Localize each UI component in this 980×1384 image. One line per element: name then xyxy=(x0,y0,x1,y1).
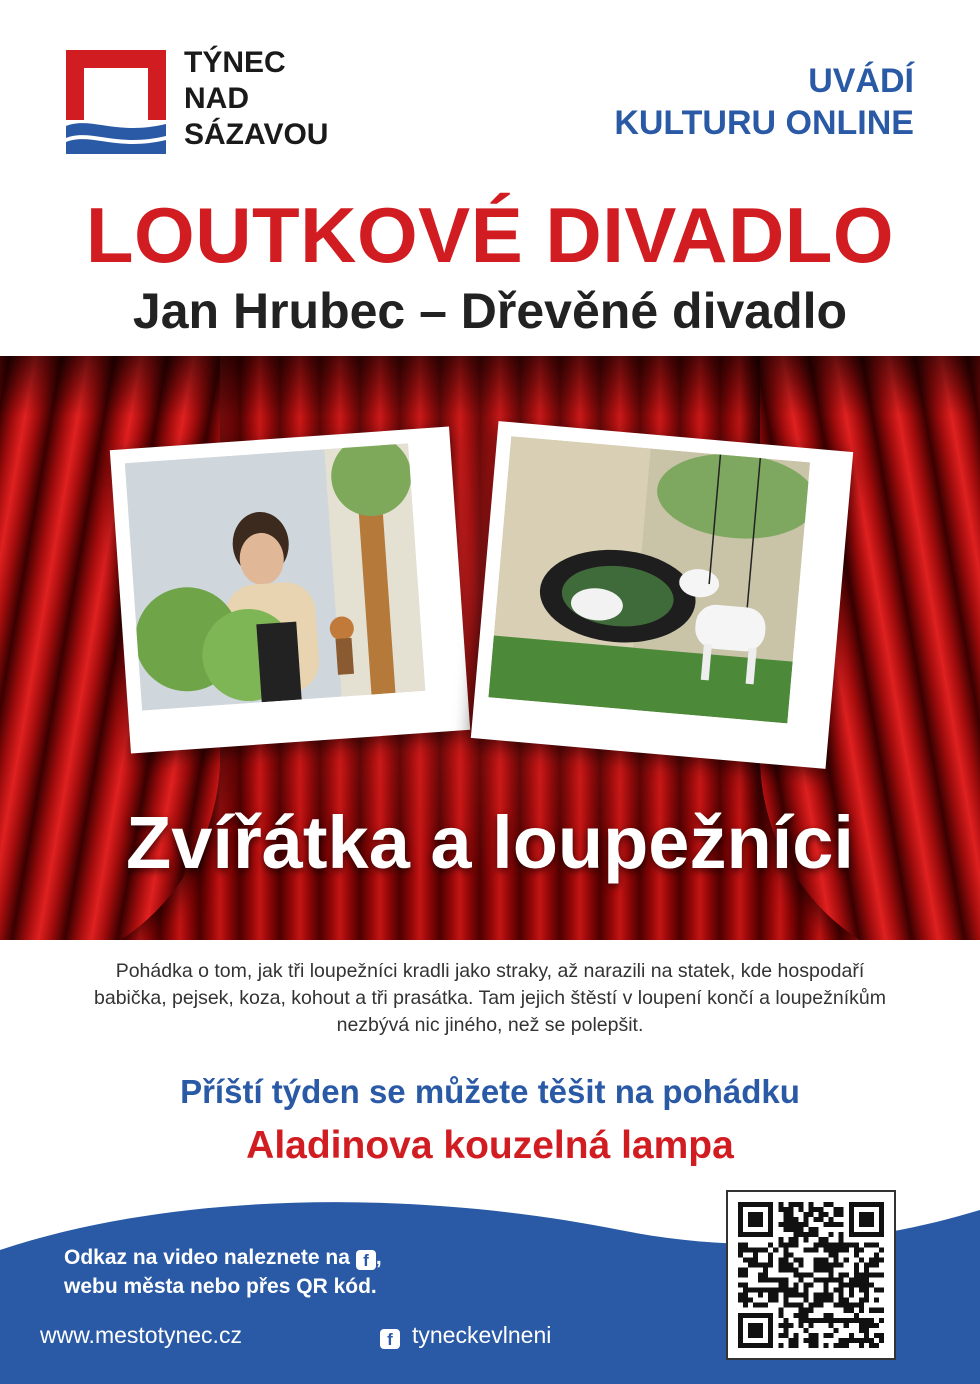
next-week-intro: Příští týden se můžete těšit na pohádku xyxy=(180,1073,800,1110)
video-info: Odkaz na video naleznete na f , webu města nebo přes QR kód. xyxy=(64,1243,382,1301)
facebook-icon: f xyxy=(356,1250,376,1270)
puppeteer-photo xyxy=(110,427,470,754)
qr-code-icon xyxy=(738,1202,884,1348)
show-title: Zvířátka a loupežníci xyxy=(126,801,854,884)
town-name-line: SÁZAVOU xyxy=(184,118,329,151)
video-info-line: webu města nebo přes QR kód. xyxy=(64,1275,377,1298)
town-name xyxy=(184,45,328,153)
puppet-goat-photo xyxy=(471,421,853,769)
presents-line: KULTURU ONLINE xyxy=(614,104,914,142)
facebook-link[interactable] xyxy=(380,1320,551,1350)
town-name-line: NAD xyxy=(184,82,249,115)
poster-subtitle: Jan Hrubec – Dřevěné divadlo xyxy=(132,283,848,339)
facebook-handle: tyneckevlneni xyxy=(412,1322,552,1348)
presents-label xyxy=(614,60,914,144)
curtain-valance xyxy=(0,356,980,416)
presents-line: UVÁDÍ xyxy=(808,62,914,100)
website-link[interactable]: www.mestotynec.cz xyxy=(40,1322,242,1348)
poster-title: LOUTKOVÉ DIVADLO xyxy=(85,191,895,279)
town-logo xyxy=(66,50,166,154)
qr-code[interactable] xyxy=(726,1190,896,1360)
show-description: Pohádka o tom, jak tři loupežníci kradli jako straky, až narazili na statek, kde hospodaří babička, pejsek, koza, kohout a tři prasátka. Tam jejich štěstí v loupení končí a loupežníkům nezbývá nic jiného, než se polepšit. xyxy=(94,960,886,1036)
next-show-title: Aladinova kouzelná lampa xyxy=(246,1124,734,1167)
curtain-banner xyxy=(0,356,980,940)
video-info-line: Odkaz na video naleznete na xyxy=(64,1246,350,1269)
town-name-line: TÝNEC xyxy=(184,46,286,79)
facebook-icon: f xyxy=(380,1329,400,1349)
